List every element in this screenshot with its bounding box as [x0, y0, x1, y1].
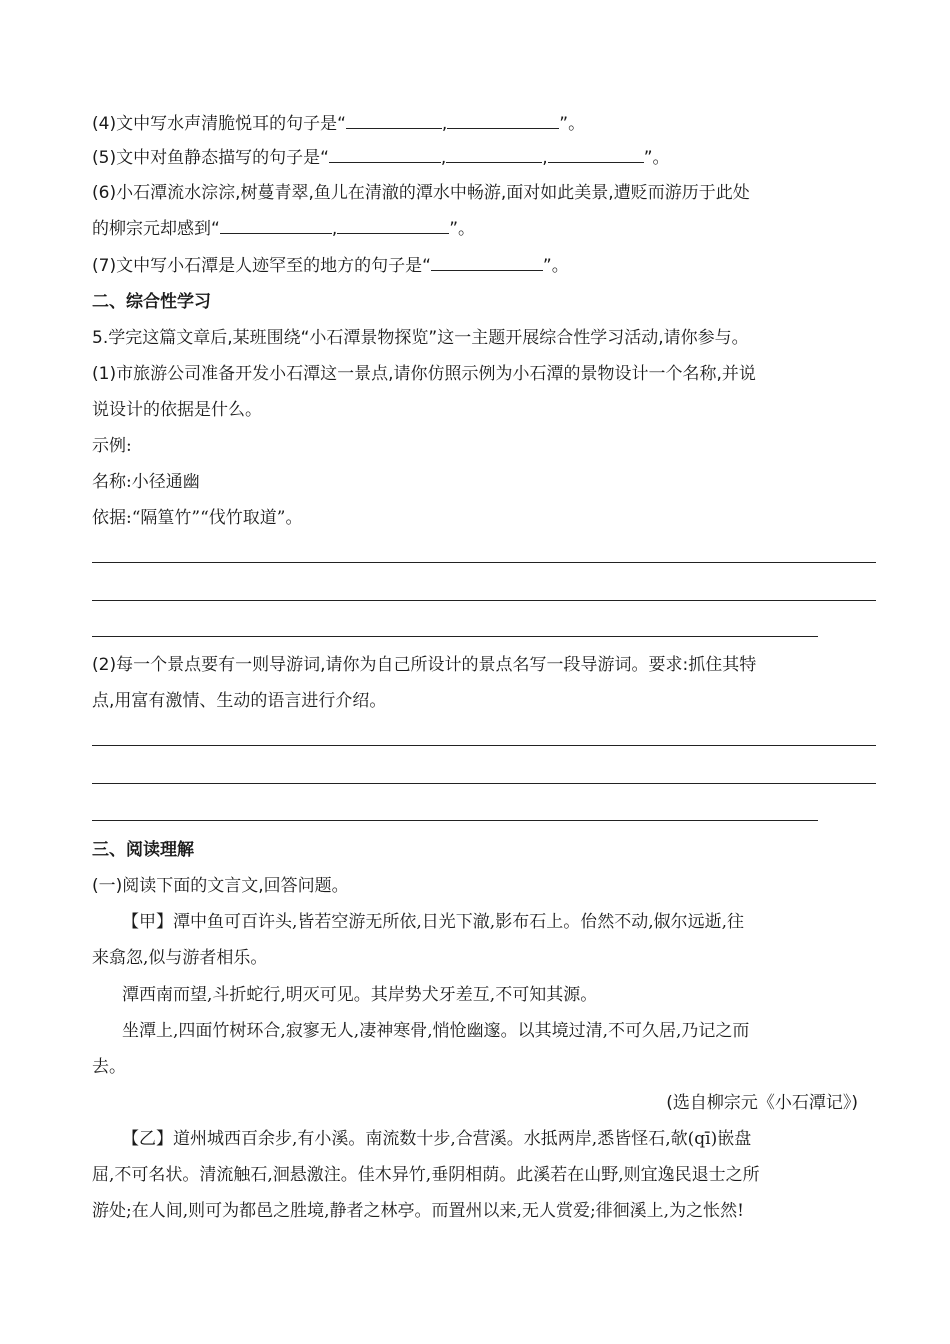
answer-blank[interactable] — [220, 217, 332, 234]
example-basis: 依据:“隔篁竹”“伐竹取道”。 — [92, 508, 303, 528]
answer-blank[interactable] — [548, 146, 644, 163]
separator: , — [441, 114, 448, 134]
question-5-1-line2: 说设计的依据是什么。 — [92, 400, 262, 420]
answer-line[interactable] — [92, 600, 876, 601]
closing-quote: ”。 — [449, 219, 476, 239]
question-5-2-line1: (2)每一个景点要有一则导游词,请你为自己所设计的景点名写一段导游词。要求:抓住其特 — [92, 655, 757, 675]
question-4-7 — [92, 254, 569, 278]
passage-jia-p3-line1: 坐潭上,四面竹树环合,寂寥无人,凄神寒骨,悄怆幽邃。以其境过清,不可久居,乃记之而 — [122, 1021, 750, 1041]
reading-instruction: (一)阅读下面的文言文,回答问题。 — [92, 876, 349, 896]
passage-jia-p1-line2: 来翕忽,似与游者相乐。 — [92, 948, 268, 968]
answer-blank[interactable] — [329, 146, 441, 163]
section-3-heading: 三、阅读理解 — [92, 840, 194, 860]
passage-jia-source: (选自柳宗元《小石潭记》) — [666, 1093, 858, 1113]
question-4-6-line1: (6)小石潭流水淙淙,树蔓青翠,鱼儿在清澈的潭水中畅游,面对如此美景,遭贬而游历于此处 — [92, 183, 750, 203]
answer-line[interactable] — [92, 820, 818, 821]
answer-blank[interactable] — [447, 112, 559, 129]
answer-line[interactable] — [92, 636, 818, 637]
passage-jia-p1-line1: 【甲】潭中鱼可百许头,皆若空游无所依,日光下澈,影布石上。佁然不动,俶尔远逝,往 — [122, 912, 745, 932]
answer-blank[interactable] — [346, 112, 442, 129]
closing-quote: ”。 — [643, 148, 670, 168]
question-4-4 — [92, 112, 585, 136]
question-5-1-line1: (1)市旅游公司准备开发小石潭这一景点,请你仿照示例为小石潭的景物设计一个名称,并说 — [92, 364, 756, 384]
q4-7-prompt: (7)文中写小石潭是人迹罕至的地方的句子是“ — [92, 256, 431, 276]
answer-line[interactable] — [92, 745, 876, 746]
example-name: 名称:小径通幽 — [92, 472, 200, 492]
passage-yi-line2: 屈,不可名状。清流触石,洄悬激注。佳木异竹,垂阴相荫。此溪若在山野,则宜逸民退士之所 — [92, 1165, 760, 1185]
question-4-6-line2 — [92, 217, 475, 241]
answer-blank[interactable] — [446, 146, 542, 163]
q4-4-prompt: (4)文中写水声清脆悦耳的句子是“ — [92, 114, 346, 134]
separator: , — [331, 219, 338, 239]
q4-6-prompt: 的柳宗元却感到“ — [92, 219, 220, 239]
answer-blank[interactable] — [337, 217, 449, 234]
answer-line[interactable] — [92, 783, 876, 784]
passage-jia-p2: 潭西南而望,斗折蛇行,明灭可见。其岸势犬牙差互,不可知其源。 — [122, 985, 598, 1005]
closing-quote: ”。 — [542, 256, 569, 276]
answer-line[interactable] — [92, 562, 876, 563]
passage-yi-line3: 游处;在人间,则可为都邑之胜境,静者之林亭。而置州以来,无人赏爱;徘徊溪上,为之怅然! — [92, 1201, 744, 1221]
q4-5-prompt: (5)文中对鱼静态描写的句子是“ — [92, 148, 329, 168]
separator: , — [440, 148, 447, 168]
question-5-2-line2: 点,用富有激情、生动的语言进行介绍。 — [92, 691, 387, 711]
closing-quote: ”。 — [559, 114, 586, 134]
separator: , — [542, 148, 548, 168]
passage-jia-p3-line2: 去。 — [92, 1057, 126, 1077]
passage-yi-line1: 【乙】道州城西百余步,有小溪。南流数十步,合营溪。水抵两岸,悉皆怪石,欹(qī)嵌盘 — [122, 1129, 752, 1149]
question-4-5 — [92, 146, 670, 170]
question-5-intro: 5.学完这篇文章后,某班围绕“小石潭景物探览”这一主题开展综合性学习活动,请你参与。 — [92, 328, 749, 348]
section-2-heading: 二、综合性学习 — [92, 292, 211, 312]
answer-blank[interactable] — [431, 254, 543, 271]
example-label: 示例: — [92, 436, 132, 456]
